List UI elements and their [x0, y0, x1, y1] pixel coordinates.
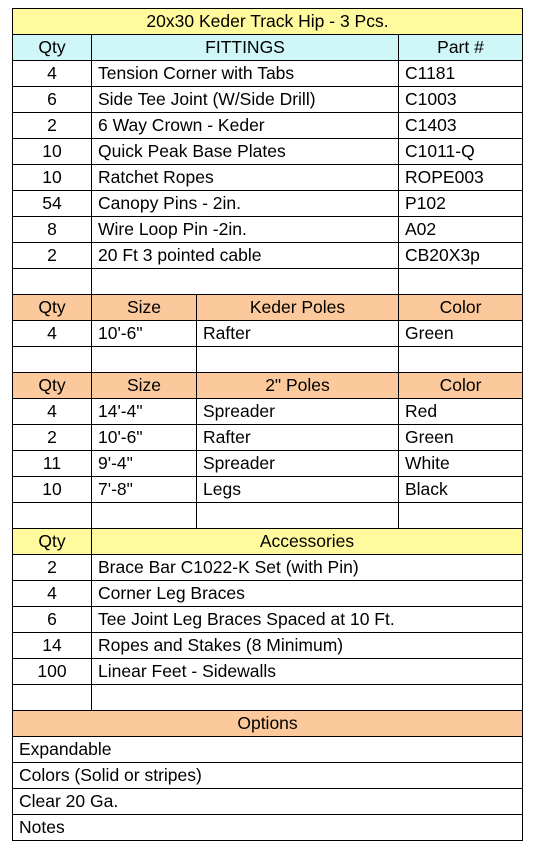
- table-row: [13, 321, 523, 347]
- qty-cell[interactable]: 8: [13, 217, 92, 243]
- qty-cell[interactable]: 10: [13, 165, 92, 191]
- option-cell[interactable]: Colors (Solid or stripes): [13, 763, 523, 789]
- size-cell[interactable]: 7'-8": [92, 477, 197, 503]
- empty-cell[interactable]: [13, 269, 92, 295]
- color-cell[interactable]: Green: [399, 321, 523, 347]
- size-cell[interactable]: 9'-4": [92, 451, 197, 477]
- accessories-header[interactable]: Accessories: [92, 529, 523, 555]
- table-row: [13, 425, 523, 451]
- size-header[interactable]: Size: [92, 373, 197, 399]
- pole-name-cell[interactable]: Spreader: [197, 451, 399, 477]
- fitting-name-cell[interactable]: Canopy Pins - 2in.: [92, 191, 399, 217]
- fitting-name-cell[interactable]: Quick Peak Base Plates: [92, 139, 399, 165]
- table-row: [13, 763, 523, 789]
- table-row: [13, 399, 523, 425]
- title-row: [13, 9, 523, 35]
- table-row: [13, 191, 523, 217]
- empty-cell[interactable]: [92, 503, 197, 529]
- accessories-header-row: [13, 529, 523, 555]
- table-row: [13, 451, 523, 477]
- fittings-header[interactable]: FITTINGS: [92, 35, 399, 61]
- color-cell[interactable]: Black: [399, 477, 523, 503]
- qty-header[interactable]: Qty: [13, 35, 92, 61]
- blank-row: [13, 685, 523, 711]
- qty-header[interactable]: Qty: [13, 529, 92, 555]
- keder-poles-header-row: [13, 295, 523, 321]
- fitting-name-cell[interactable]: Side Tee Joint (W/Side Drill): [92, 87, 399, 113]
- fitting-name-cell[interactable]: 20 Ft 3 pointed cable: [92, 243, 399, 269]
- table-row: [13, 477, 523, 503]
- color-cell[interactable]: Red: [399, 399, 523, 425]
- accessory-name-cell[interactable]: Brace Bar C1022-K Set (with Pin): [92, 555, 523, 581]
- spreadsheet-table: [12, 8, 523, 841]
- part-number-cell[interactable]: P102: [399, 191, 523, 217]
- table-row: [13, 555, 523, 581]
- color-header[interactable]: Color: [399, 373, 523, 399]
- pole-name-cell[interactable]: Spreader: [197, 399, 399, 425]
- empty-cell[interactable]: [92, 685, 523, 711]
- empty-cell[interactable]: [197, 503, 399, 529]
- empty-cell[interactable]: [197, 347, 399, 373]
- table-row: [13, 113, 523, 139]
- color-cell[interactable]: White: [399, 451, 523, 477]
- empty-cell[interactable]: [399, 269, 523, 295]
- qty-cell[interactable]: 10: [13, 477, 92, 503]
- empty-cell[interactable]: [13, 503, 92, 529]
- table-row: [13, 633, 523, 659]
- keder-poles-section: [13, 321, 523, 347]
- part-number-cell[interactable]: C1181: [399, 61, 523, 87]
- part-number-cell[interactable]: C1011-Q: [399, 139, 523, 165]
- empty-cell[interactable]: [92, 347, 197, 373]
- empty-cell[interactable]: [399, 347, 523, 373]
- table-row: [13, 737, 523, 763]
- empty-cell[interactable]: [13, 685, 92, 711]
- option-cell[interactable]: Clear 20 Ga.: [13, 789, 523, 815]
- qty-cell[interactable]: 2: [13, 113, 92, 139]
- accessory-name-cell[interactable]: Tee Joint Leg Braces Spaced at 10 Ft.: [92, 607, 523, 633]
- table-row: [13, 815, 523, 841]
- part-number-cell[interactable]: C1003: [399, 87, 523, 113]
- part-number-cell[interactable]: C1403: [399, 113, 523, 139]
- option-cell[interactable]: Notes: [13, 815, 523, 841]
- pole-name-cell[interactable]: Rafter: [197, 321, 399, 347]
- qty-cell[interactable]: 54: [13, 191, 92, 217]
- qty-header[interactable]: Qty: [13, 373, 92, 399]
- qty-cell[interactable]: 4: [13, 61, 92, 87]
- accessories-section: [13, 555, 523, 685]
- size-cell[interactable]: 10'-6": [92, 425, 197, 451]
- size-header[interactable]: Size: [92, 295, 197, 321]
- qty-header[interactable]: Qty: [13, 295, 92, 321]
- table-row: [13, 61, 523, 87]
- table-row: [13, 87, 523, 113]
- accessory-name-cell[interactable]: Ropes and Stakes (8 Minimum): [92, 633, 523, 659]
- blank-row: [13, 269, 523, 295]
- table-row: [13, 165, 523, 191]
- table-row: [13, 139, 523, 165]
- size-cell[interactable]: 10'-6": [92, 321, 197, 347]
- options-header-row: [13, 711, 523, 737]
- options-header[interactable]: Options: [13, 711, 523, 737]
- two-inch-poles-header-row: [13, 373, 523, 399]
- qty-cell[interactable]: 14: [13, 633, 92, 659]
- qty-cell[interactable]: 10: [13, 139, 92, 165]
- accessory-name-cell[interactable]: Corner Leg Braces: [92, 581, 523, 607]
- pole-name-cell[interactable]: Rafter: [197, 425, 399, 451]
- part-number-cell[interactable]: ROPE003: [399, 165, 523, 191]
- table-row: [13, 789, 523, 815]
- empty-cell[interactable]: [399, 503, 523, 529]
- table-row: [13, 581, 523, 607]
- qty-cell[interactable]: 4: [13, 581, 92, 607]
- table-row: [13, 607, 523, 633]
- qty-cell[interactable]: 100: [13, 659, 92, 685]
- fitting-name-cell[interactable]: Tension Corner with Tabs: [92, 61, 399, 87]
- qty-cell[interactable]: 2: [13, 243, 92, 269]
- qty-cell[interactable]: 4: [13, 399, 92, 425]
- qty-cell[interactable]: 6: [13, 87, 92, 113]
- empty-cell[interactable]: [92, 269, 399, 295]
- options-section: [13, 737, 523, 841]
- qty-cell[interactable]: 4: [13, 321, 92, 347]
- fitting-name-cell[interactable]: Ratchet Ropes: [92, 165, 399, 191]
- table-row: [13, 217, 523, 243]
- color-cell[interactable]: Green: [399, 425, 523, 451]
- size-cell[interactable]: 14'-4": [92, 399, 197, 425]
- qty-cell[interactable]: 11: [13, 451, 92, 477]
- qty-cell[interactable]: 2: [13, 555, 92, 581]
- blank-row: [13, 347, 523, 373]
- table-row: [13, 243, 523, 269]
- blank-row: [13, 503, 523, 529]
- qty-cell[interactable]: 6: [13, 607, 92, 633]
- color-header[interactable]: Color: [399, 295, 523, 321]
- option-cell[interactable]: Expandable: [13, 737, 523, 763]
- two-inch-poles-header[interactable]: 2" Poles: [197, 373, 399, 399]
- table-row: [13, 659, 523, 685]
- fitting-name-cell[interactable]: 6 Way Crown - Keder: [92, 113, 399, 139]
- qty-cell[interactable]: 2: [13, 425, 92, 451]
- fitting-name-cell[interactable]: Wire Loop Pin -2in.: [92, 217, 399, 243]
- accessory-name-cell[interactable]: Linear Feet - Sidewalls: [92, 659, 523, 685]
- sheet-title[interactable]: 20x30 Keder Track Hip - 3 Pcs.: [13, 9, 523, 35]
- two-inch-poles-section: [13, 399, 523, 503]
- part-header[interactable]: Part #: [399, 35, 523, 61]
- empty-cell[interactable]: [13, 347, 92, 373]
- part-number-cell[interactable]: CB20X3p: [399, 243, 523, 269]
- fittings-section: [13, 61, 523, 269]
- part-number-cell[interactable]: A02: [399, 217, 523, 243]
- fittings-header-row: [13, 35, 523, 61]
- keder-poles-header[interactable]: Keder Poles: [197, 295, 399, 321]
- pole-name-cell[interactable]: Legs: [197, 477, 399, 503]
